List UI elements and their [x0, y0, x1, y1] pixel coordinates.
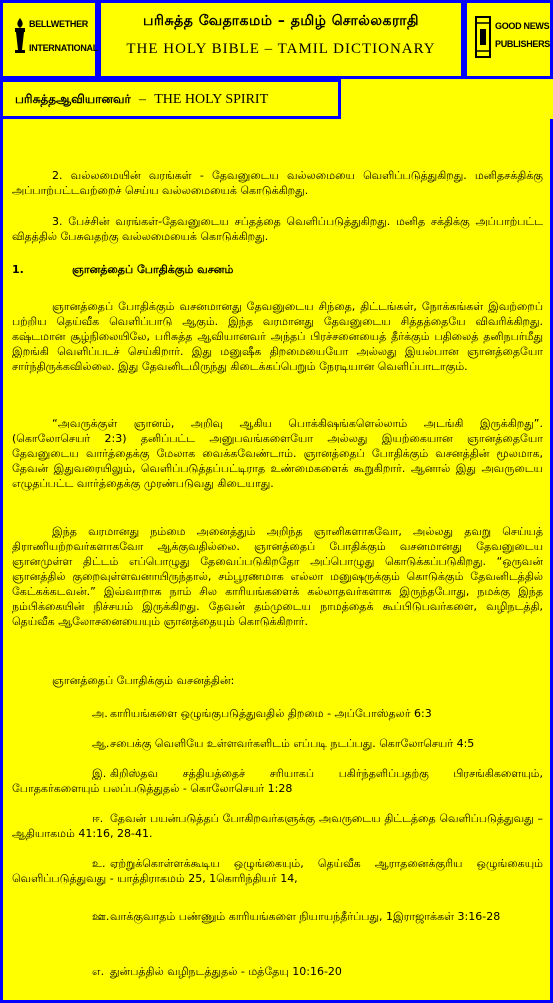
list-item — [12, 736, 543, 751]
heading-text: ஞானத்தைப் போதிக்கும் வசனம் — [72, 263, 234, 276]
heading-number: 1. — [12, 263, 24, 276]
section-title — [15, 92, 338, 108]
book-icon — [473, 15, 493, 59]
left-logo-line1: BELLWETHER — [29, 19, 88, 29]
section-title-separator: – — [139, 92, 146, 107]
good-news-logo — [473, 15, 493, 59]
list-item-letter: ஈ. — [92, 812, 104, 825]
right-logo-box — [464, 0, 553, 79]
right-logo-text — [495, 21, 553, 49]
title-english: THE HOLY BIBLE – TAMIL DICTIONARY — [126, 41, 436, 57]
list-item-letter: எ. — [92, 965, 105, 978]
list-item-letter: இ. — [92, 767, 107, 780]
right-logo-line1: GOOD NEWS — [495, 21, 550, 31]
list-item-text: காரியங்களை ஒழுங்குபடுத்துவதில் திறமை - அப்போஸ்தலர் 6:3 — [110, 707, 432, 720]
list-item-text: தேவன் பயன்படுத்தப் போகிறவர்களுக்கு அவருடைய திட்டத்தை வெளிப்படுத்துவது – ஆதியாகமம் 41:16, 28-41. — [12, 812, 543, 840]
list-item-text: ஏற்றுக்கொள்ளக்கூடிய ஒழுங்கையும், தெய்வீக ஆராதனைக்குரிய ஒழுங்கையும் வெளிப்படுத்துவது - யாத்திராகமம் 25, 1கொரிந்தியர் 14, — [12, 857, 543, 885]
left-logo-box — [0, 0, 98, 79]
header — [0, 0, 553, 79]
paragraph: “அவருக்குள் ஞானம், அறிவு ஆகிய பொக்கிஷங்களெல்லாம் அடங்கி இருக்கிறது”. (கொலோசெயர் 2:3) தனிப்பட்ட அனுபவங்களையோ அல்லது இயற்கையான ஞானத்தையோ தேவனுடைய வார்த்தைக்கு மேலாக வைக்கவேண்டாம். ஞானத்தைப் போதிக்கும் வசனத்தின் மூலமாக, தேவன் இதுவரையிலும், வெளிப்படுத்தப்பட்டிராத உண்மைகளைக் கூறுகிறார். ஆனால் இது அவருடைய எழுதப்பட்ட வார்த்தைக்கு முரண்படுவது கிடையாது. — [12, 417, 543, 490]
list-item-text: வாக்குவாதம் பண்ணும் காரியங்களை நியாயந்தீர்ப்பது, 1இராஜாக்கள் 3:16-28 — [110, 910, 501, 923]
list-item — [12, 811, 543, 841]
torch-icon — [11, 16, 29, 56]
paragraph: இந்த வரமானது நம்மை அனைத்தும் அறிந்த ஞானிகளாகவோ, அல்லது தவறு செய்யத் திராணியற்றவர்களாகவோ ஆக்குவதில்லை. ஞானத்தைப் போதிக்கும் வசனமானது தேவனுடைய ஞானமுள்ள திட்டம் எப்பொழுது தேவைப்படுகிறதோ அப்பொழுது கொடுக்கப்படுகிறது. “ஒருவன் ஞானத்தில் குறைவுள்ளவனாயிருந்தால், சம்பூரணமாக எல்லா மனுஷருக்கும் கொடுக்கும் தேவனிடத்தில் கேட்கக்கடவன்.” இவ்வாறாக நாம் சில காரியங்களைக் கல்லாதவர்களாக இருந்தபோது, நமக்கு இந்த நம்பிக்கையின் நிச்சயம் இருக்கிறது. தேவன் தம்முடைய நாமத்தைக் கூப்பிடுபவர்களை, வழிநடத்தி, தெய்வீக ஆலோசனையையும் ஞானத்தையும் கொடுக்கிறார். — [12, 525, 543, 628]
right-logo-line2: PUBLISHERS — [495, 39, 551, 49]
list-item — [12, 766, 543, 796]
list-item-text: துன்பத்தில் வழிநடத்துதல் - மத்தேயு 10:16-20 — [110, 965, 342, 978]
paragraph: 3. பேச்சின் வரங்கள்-தேவனுடைய சப்தத்தை வெளிப்படுத்துகிறது. மனித சக்திக்கு அப்பாற்பட்ட விதத்தில் பேசுவதற்கு வல்லமையைக் கொடுக்கிறது. — [12, 215, 543, 243]
list-item — [12, 909, 543, 924]
list-item-letter: ஆ. — [92, 737, 110, 750]
list-item-text: சபைக்கு வெளியே உள்ளவர்களிடம் எப்படி நடப்பது. கொலோசெயர் 4:5 — [110, 737, 475, 750]
list-item — [12, 964, 543, 979]
list-item — [12, 856, 543, 886]
list-item-letter: அ. — [92, 707, 108, 720]
left-logo-text — [29, 19, 97, 53]
heading-item — [12, 262, 543, 277]
paragraph: ஞானத்தைப் போதிக்கும் வசனத்தின்: — [52, 674, 235, 687]
list-item — [12, 706, 543, 721]
list-item-letter: ஊ. — [92, 910, 110, 923]
title-box — [98, 0, 464, 79]
list-item-letter: உ. — [92, 857, 106, 870]
section-title-english: THE HOLY SPIRIT — [154, 92, 269, 107]
paragraph: ஞானத்தைப் போதிக்கும் வசனமானது தேவனுடைய சிந்தை, திட்டங்கள், நோக்கங்கள் இவற்றைப் பற்றிய தெய்வீக வெளிப்பாடு ஆகும். இந்த வரமானது தேவனுடைய சித்தத்தையே விவரிக்கிறது. கஷ்டமான சூழ்நிலையிலே, பரிசுத்த ஆவியானவர் அந்தப் பிரச்சனையைத் தீர்க்கும் பதிலைத் தனிநபர்மீது இறங்கி வெளிப்படச் செய்கிறார். இது மனுஷீக திறமையையோ அல்லது இயல்பான ஞானத்தையோ சார்ந்திருக்கவில்லை. இது தேவனிடமிருந்து கிடைக்கப்பெறும் நேரடியான வெளிப்பாடாகும். — [12, 300, 543, 373]
left-logo-line2: INTERNATIONAL — [29, 43, 98, 53]
list-item-text: கிறிஸ்தவ சத்தியத்தைச் சரியாகப் பகிர்ந்தளிப்பதற்கு பிரசங்கிகளையும், போதகர்களையும் பலப்படுத்துதல் - கொலோசெயர் 1:28 — [12, 767, 543, 795]
section-header — [0, 79, 341, 119]
paragraph: 2. வல்லமையின் வரங்கள் - தேவனுடைய வல்லமையை வெளிப்படுத்துகிறது. மனிதசக்திக்கு அப்பாற்பட்டவற்றைச் செய்ய வல்லமையைக் கொடுக்கிறது. — [12, 169, 543, 197]
section-title-tamil: பரிசுத்தஆவியானவர் — [15, 92, 131, 106]
title-tamil: பரிசுத்த வேதாகமம் – தமிழ் சொல்லகராதி — [143, 13, 419, 29]
bellwether-logo — [11, 16, 29, 56]
